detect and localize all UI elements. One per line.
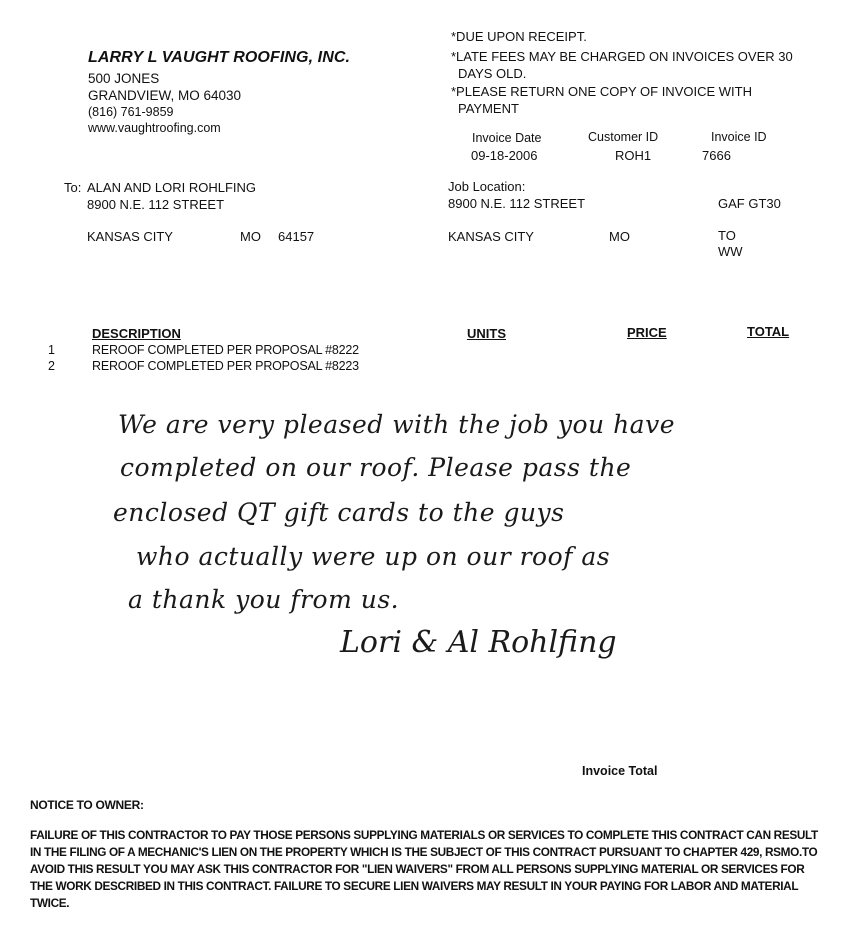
note-line-4: who actually were up on our roof as	[136, 542, 611, 571]
bill-to-prefix: To:	[64, 180, 82, 195]
invoice-date-value: 09-18-2006	[471, 148, 538, 163]
note-line-5: a thank you from us.	[128, 585, 400, 614]
bill-to-zip: 64157	[278, 229, 315, 244]
notice-body: FAILURE OF THIS CONTRACTOR TO PAY THOSE PERSONS SUPPLYING MATERIALS OR SERVICES TO COMPLETE THIS CONTRACT CAN RESULT IN THE FILING OF A MECHANIC'S LIEN ON THE PROPERTY WHICH IS THE SUBJECT OF THIS CONTRACT PURSUANT TO CHAPTER 429, RSMO.TO AVOID THIS RESULT YOU MAY ASK THIS CONTRACTOR FOR "LIEN WAIVERS" FROM ALL PERSONS SUPPLYING MATERIAL OR SERVICES FOR THE WORK DESCRIBED IN THIS CONTRACT. FAILURE TO SECURE LIEN WAIVERS MAY RESULT IN YOUR PAYING FOR LABOR AND MATERIAL TWICE.	[30, 828, 818, 910]
term-return-copy-cont: PAYMENT	[458, 101, 519, 116]
col-header-units: UNITS	[467, 326, 506, 341]
notice-title: NOTICE TO OWNER:	[30, 798, 144, 812]
job-location-city: KANSAS CITY	[448, 229, 534, 244]
col-header-price: PRICE	[627, 325, 667, 340]
job-color-line2: WW	[718, 244, 743, 259]
term-return-copy: *PLEASE RETURN ONE COPY OF INVOICE WITH	[451, 84, 752, 99]
row-number: 1	[48, 343, 55, 357]
company-city-state-zip: GRANDVIEW, MO 64030	[88, 88, 242, 103]
customer-id-label: Customer ID	[588, 130, 659, 144]
term-late-fees-cont: DAYS OLD.	[458, 66, 527, 81]
company-phone: (816) 761-9859	[88, 105, 174, 119]
note-line-3: enclosed QT gift cards to the guys	[113, 498, 565, 527]
term-due: *DUE UPON RECEIPT.	[451, 29, 587, 44]
company-name: LARRY L VAUGHT ROOFING, INC.	[88, 49, 351, 66]
row-description: REROOF COMPLETED PER PROPOSAL #8223	[92, 359, 359, 373]
invoice-id-label: Invoice ID	[711, 130, 767, 144]
job-location-label: Job Location:	[448, 179, 526, 194]
customer-id-value: ROH1	[615, 148, 652, 163]
bill-to-state: MO	[240, 229, 261, 244]
job-color-line1: TO	[718, 228, 736, 243]
term-late-fees: *LATE FEES MAY BE CHARGED ON INVOICES OVER 30	[451, 49, 793, 64]
bill-to-street: 8900 N.E. 112 STREET	[87, 197, 225, 212]
job-location-state: MO	[609, 229, 630, 244]
invoice-id-value: 7666	[702, 148, 731, 163]
signature: Lori & Al Rohlfing	[340, 625, 617, 660]
col-header-total: TOTAL	[747, 324, 790, 339]
note-line-2: completed on our roof. Please pass the	[120, 453, 632, 482]
company-street: 500 JONES	[88, 71, 160, 86]
job-location-street: 8900 N.E. 112 STREET	[448, 196, 586, 211]
note-line-1: We are very pleased with the job you have	[118, 410, 675, 439]
col-header-description: DESCRIPTION	[92, 326, 181, 341]
company-website: www.vaughtroofing.com	[88, 121, 221, 135]
row-number: 2	[48, 359, 55, 373]
bill-to-name: ALAN AND LORI ROHLFING	[87, 180, 257, 195]
row-description: REROOF COMPLETED PER PROPOSAL #8222	[92, 343, 359, 357]
job-product: GAF GT30	[718, 196, 781, 211]
bill-to-city: KANSAS CITY	[87, 229, 173, 244]
invoice-total-label: Invoice Total	[582, 764, 658, 778]
invoice-date-label: Invoice Date	[472, 131, 542, 145]
